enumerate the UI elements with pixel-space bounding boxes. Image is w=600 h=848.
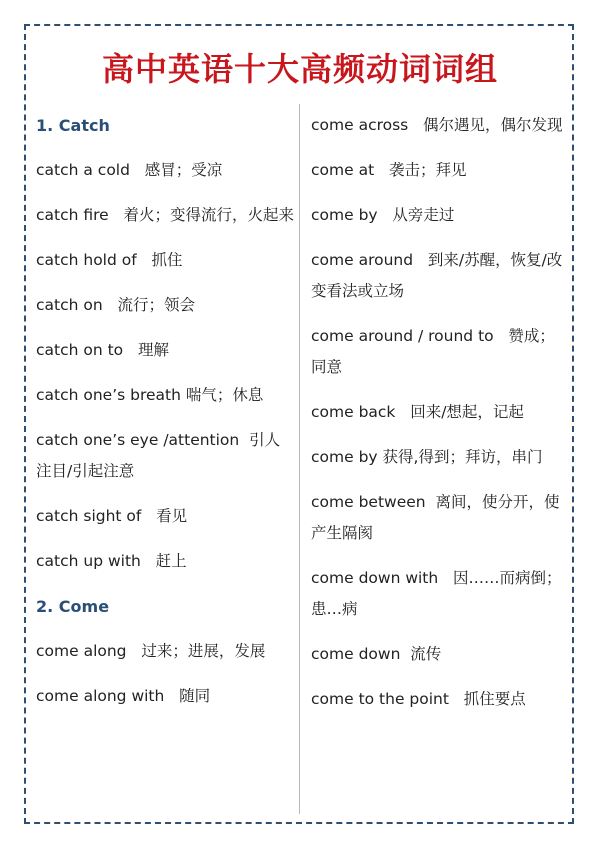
phrase-text: come by bbox=[311, 448, 378, 466]
phrase-entry bbox=[311, 397, 565, 428]
phrase-entry bbox=[36, 335, 294, 366]
phrase-entry bbox=[311, 563, 565, 625]
phrase-meaning: 赞成；同意 bbox=[311, 327, 555, 376]
phrase-entry bbox=[311, 155, 565, 186]
phrase-meaning: 流传 bbox=[410, 645, 442, 663]
phrase-text: come between bbox=[311, 493, 426, 511]
phrase-entry bbox=[311, 245, 565, 307]
phrase-meaning: 偶尔遇见，偶尔发现 bbox=[423, 116, 563, 134]
phrase-meaning: 从旁走过 bbox=[392, 206, 455, 224]
page-title: 高中英语十大高频动词词组 bbox=[101, 50, 498, 88]
phrase-meaning: 离间，使分开，使产生隔阂 bbox=[311, 493, 560, 542]
section-heading-come: 2. Come bbox=[36, 597, 110, 616]
phrase-meaning: 袭击；拜见 bbox=[388, 161, 467, 179]
phrase-entry bbox=[36, 200, 294, 231]
phrase-meaning: 赶上 bbox=[155, 552, 187, 570]
phrase-meaning: 着火；变得流行，火起来 bbox=[123, 206, 294, 224]
phrase-entry bbox=[311, 200, 565, 231]
phrase-text: catch one’s breath bbox=[36, 386, 181, 404]
phrase-meaning: 获得,得到；拜访，串门 bbox=[382, 448, 543, 466]
phrase-text: catch on to bbox=[36, 341, 124, 359]
phrase-text: catch on bbox=[36, 296, 103, 314]
section-heading-catch: 1. Catch bbox=[36, 116, 110, 135]
phrase-meaning: 到来/苏醒，恢复/改变看法或立场 bbox=[311, 251, 563, 300]
phrase-entry bbox=[36, 546, 294, 577]
phrase-entry bbox=[311, 321, 565, 383]
phrase-text: come to the point bbox=[311, 690, 449, 708]
left-column bbox=[36, 110, 294, 726]
phrase-entry bbox=[36, 245, 294, 276]
phrase-meaning: 看见 bbox=[156, 507, 188, 525]
phrase-meaning: 理解 bbox=[137, 341, 169, 359]
phrase-text: come by bbox=[311, 206, 378, 224]
phrase-entry bbox=[311, 684, 565, 715]
phrase-text: come down bbox=[311, 645, 401, 663]
phrase-meaning: 喘气；休息 bbox=[185, 386, 264, 404]
phrase-meaning: 流行；领会 bbox=[117, 296, 195, 314]
phrase-text: catch sight of bbox=[36, 507, 142, 525]
phrase-meaning: 抓住 bbox=[151, 251, 183, 269]
column-divider bbox=[299, 104, 300, 814]
phrase-text: catch one’s eye /attention bbox=[36, 431, 240, 449]
phrase-entry bbox=[311, 442, 565, 473]
phrase-meaning: 引人注目/引起注意 bbox=[36, 431, 281, 480]
phrase-entry bbox=[311, 487, 565, 549]
phrase-meaning: 因……而病倒；患…病 bbox=[311, 569, 562, 618]
phrase-text: catch a cold bbox=[36, 161, 130, 179]
phrase-meaning: 抓住要点 bbox=[463, 690, 526, 708]
phrase-text: come along with bbox=[36, 687, 165, 705]
phrase-meaning: 回来/想起，记起 bbox=[410, 403, 524, 421]
phrase-entry bbox=[36, 501, 294, 532]
phrase-entry bbox=[36, 681, 294, 712]
phrase-entry bbox=[36, 380, 294, 411]
phrase-entry bbox=[36, 155, 294, 186]
phrase-text: catch fire bbox=[36, 206, 109, 224]
phrase-entry bbox=[36, 636, 294, 667]
phrase-text: come back bbox=[311, 403, 396, 421]
phrase-text: come around bbox=[311, 251, 414, 269]
phrase-text: come across bbox=[311, 116, 409, 134]
phrase-meaning: 过来；进展，发展 bbox=[141, 642, 266, 660]
phrase-entry bbox=[311, 639, 565, 670]
phrase-text: come at bbox=[311, 161, 375, 179]
phrase-text: catch hold of bbox=[36, 251, 137, 269]
phrase-meaning: 感冒；受凉 bbox=[144, 161, 223, 179]
phrase-text: come along bbox=[36, 642, 127, 660]
phrase-meaning: 随同 bbox=[179, 687, 211, 705]
phrase-entry bbox=[36, 425, 294, 487]
phrase-entry bbox=[36, 290, 294, 321]
phrase-text: come around / round to bbox=[311, 327, 494, 345]
phrase-text: catch up with bbox=[36, 552, 141, 570]
right-column bbox=[311, 110, 565, 729]
phrase-text: come down with bbox=[311, 569, 439, 587]
phrase-entry bbox=[311, 110, 565, 141]
